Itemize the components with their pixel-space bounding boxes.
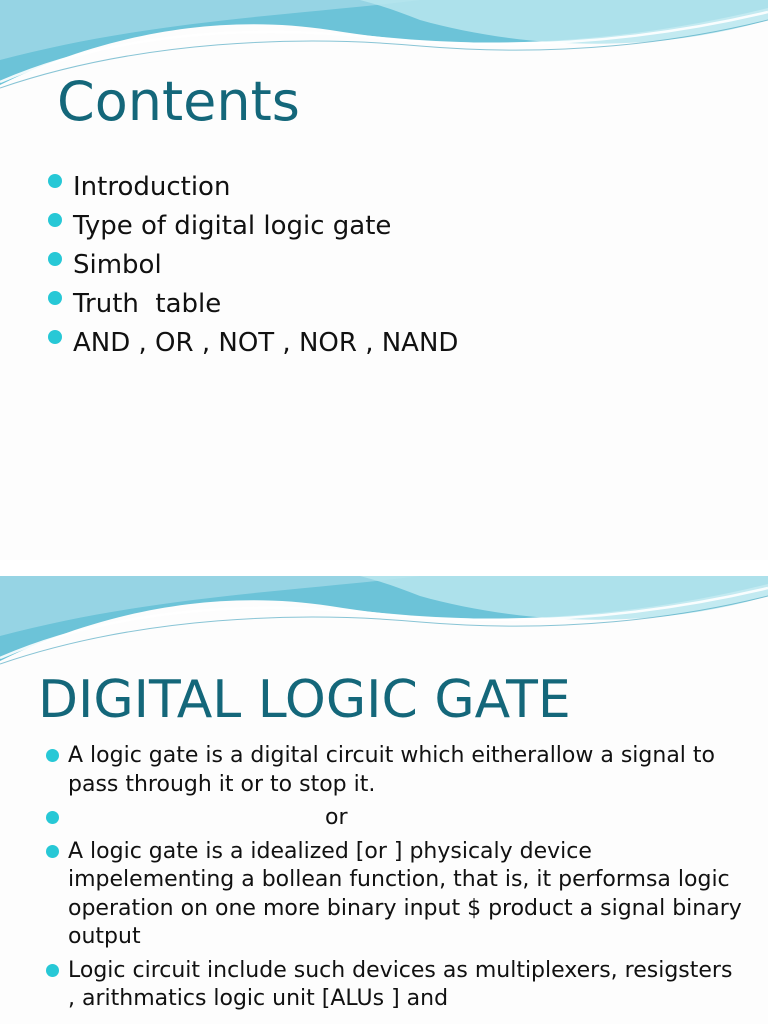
slide-title: DIGITAL LOGIC GATE: [38, 670, 571, 730]
bullet-icon: [46, 845, 59, 858]
list-item: Introduction: [48, 168, 748, 207]
list-item: A logic gate is a idealized [or ] physicaly device impelementing a bollean function, that is, it performsa logic operation on one more binary input $ product a signal binary output: [46, 838, 746, 952]
bullet-icon: [46, 811, 59, 824]
bullet-icon: [48, 330, 62, 344]
list-item: Truth table: [48, 285, 748, 324]
definition-list: [46, 742, 746, 1019]
list-item: Type of digital logic gate: [48, 207, 748, 246]
bullet-icon: [46, 749, 59, 762]
list-item: Simbol: [48, 246, 748, 285]
list-item: AND , OR , NOT , NOR , NAND: [48, 324, 748, 363]
bullet-icon: [48, 213, 62, 227]
bullet-icon: [48, 291, 62, 305]
slide-digital-logic-gate: [0, 576, 768, 1024]
list-item: A logic gate is a digital circuit which eitherallow a signal to pass through it or to stop it.: [46, 742, 746, 799]
contents-list: [48, 168, 748, 363]
list-item: Logic circuit include such devices as multiplexers, resigsters , arithmatics logic unit [ALUs ] and: [46, 957, 746, 1014]
bullet-icon: [48, 252, 62, 266]
header-wave-decoration: [0, 576, 768, 676]
list-item: or: [46, 804, 746, 833]
bullet-icon: [46, 964, 59, 977]
bullet-icon: [48, 174, 62, 188]
slide-title: Contents: [57, 70, 300, 133]
